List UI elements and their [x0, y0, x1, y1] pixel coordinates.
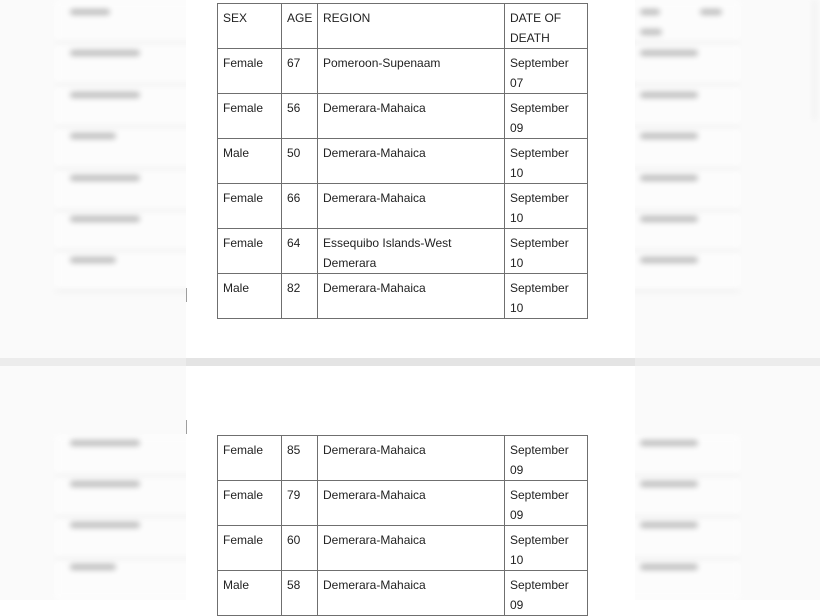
cell-date-of-death: September 10: [505, 526, 588, 571]
background-text: [70, 481, 140, 487]
page-corner-mark: [186, 420, 187, 434]
header-region: REGION: [318, 4, 505, 49]
cell-age: 82: [282, 274, 318, 319]
background-text: [640, 481, 698, 487]
table-row: [218, 94, 588, 139]
cell-date-of-death: September 07: [505, 49, 588, 94]
cell-age: 67: [282, 49, 318, 94]
header-age: AGE: [282, 4, 318, 49]
cell-region: Essequibo Islands-West Demerara: [318, 229, 505, 274]
background-text: [70, 50, 140, 56]
cell-date-of-death: September 09: [505, 436, 588, 481]
cell-age: 58: [282, 571, 318, 616]
cell-date-of-death: September 10: [505, 274, 588, 319]
cell-sex: Female: [218, 49, 282, 94]
table-row: [218, 229, 588, 274]
table-row: [218, 274, 588, 319]
cell-date-of-death: September 09: [505, 571, 588, 616]
cell-region: Demerara-Mahaica: [318, 94, 505, 139]
table-row: [218, 49, 588, 94]
cell-region: Demerara-Mahaica: [318, 481, 505, 526]
cell-region: Demerara-Mahaica: [318, 571, 505, 616]
cell-sex: Female: [218, 526, 282, 571]
cell-region: Demerara-Mahaica: [318, 436, 505, 481]
table-header-row: [218, 4, 588, 49]
cell-region: Pomeroon-Supenaam: [318, 49, 505, 94]
background-text: [70, 440, 140, 446]
table-row: [218, 184, 588, 229]
cell-date-of-death: September 10: [505, 139, 588, 184]
table-row: [218, 139, 588, 184]
header-sex: SEX: [218, 4, 282, 49]
page-corner-mark: [186, 288, 187, 302]
background-text: [640, 9, 660, 15]
background-text: [640, 175, 698, 181]
background-text: [640, 440, 698, 446]
cell-age: 66: [282, 184, 318, 229]
background-text: [640, 50, 698, 56]
background-text: [70, 257, 116, 263]
table-row: [218, 436, 588, 481]
cell-age: 50: [282, 139, 318, 184]
cell-sex: Male: [218, 571, 282, 616]
background-text: [640, 564, 698, 570]
table-row: [218, 526, 588, 571]
background-text: [70, 216, 140, 222]
cell-age: 85: [282, 436, 318, 481]
table-row: [218, 571, 588, 616]
background-divider: [814, 0, 815, 120]
cell-age: 56: [282, 94, 318, 139]
cell-sex: Female: [218, 436, 282, 481]
cell-sex: Female: [218, 94, 282, 139]
background-text: [70, 175, 140, 181]
cell-date-of-death: September 09: [505, 481, 588, 526]
background-text: [70, 133, 116, 139]
cell-sex: Female: [218, 184, 282, 229]
cell-region: Demerara-Mahaica: [318, 184, 505, 229]
cell-age: 64: [282, 229, 318, 274]
table-body-page-2: [218, 436, 588, 616]
cell-region: Demerara-Mahaica: [318, 526, 505, 571]
header-date-of-death: DATE OF DEATH: [505, 4, 588, 49]
covid-deaths-table-page-2: [217, 435, 588, 616]
background-text: [70, 9, 110, 15]
background-text: [70, 564, 116, 570]
covid-deaths-table-page-1: [217, 3, 588, 319]
background-text: [70, 522, 140, 528]
cell-sex: Female: [218, 481, 282, 526]
cell-date-of-death: September 10: [505, 229, 588, 274]
cell-date-of-death: September 10: [505, 184, 588, 229]
cell-date-of-death: September 09: [505, 94, 588, 139]
table-body-page-1: [218, 49, 588, 319]
background-text: [70, 92, 140, 98]
cell-sex: Male: [218, 274, 282, 319]
background-text: [640, 257, 698, 263]
page-separator-center: [186, 358, 635, 366]
background-text: [640, 29, 662, 35]
background-text: [640, 522, 698, 528]
table-row: [218, 481, 588, 526]
cell-region: Demerara-Mahaica: [318, 139, 505, 184]
background-text: [640, 92, 698, 98]
cell-sex: Male: [218, 139, 282, 184]
background-text: [640, 216, 698, 222]
cell-age: 79: [282, 481, 318, 526]
background-text: [640, 133, 698, 139]
background-text: [700, 9, 722, 15]
cell-sex: Female: [218, 229, 282, 274]
cell-age: 60: [282, 526, 318, 571]
cell-region: Demerara-Mahaica: [318, 274, 505, 319]
